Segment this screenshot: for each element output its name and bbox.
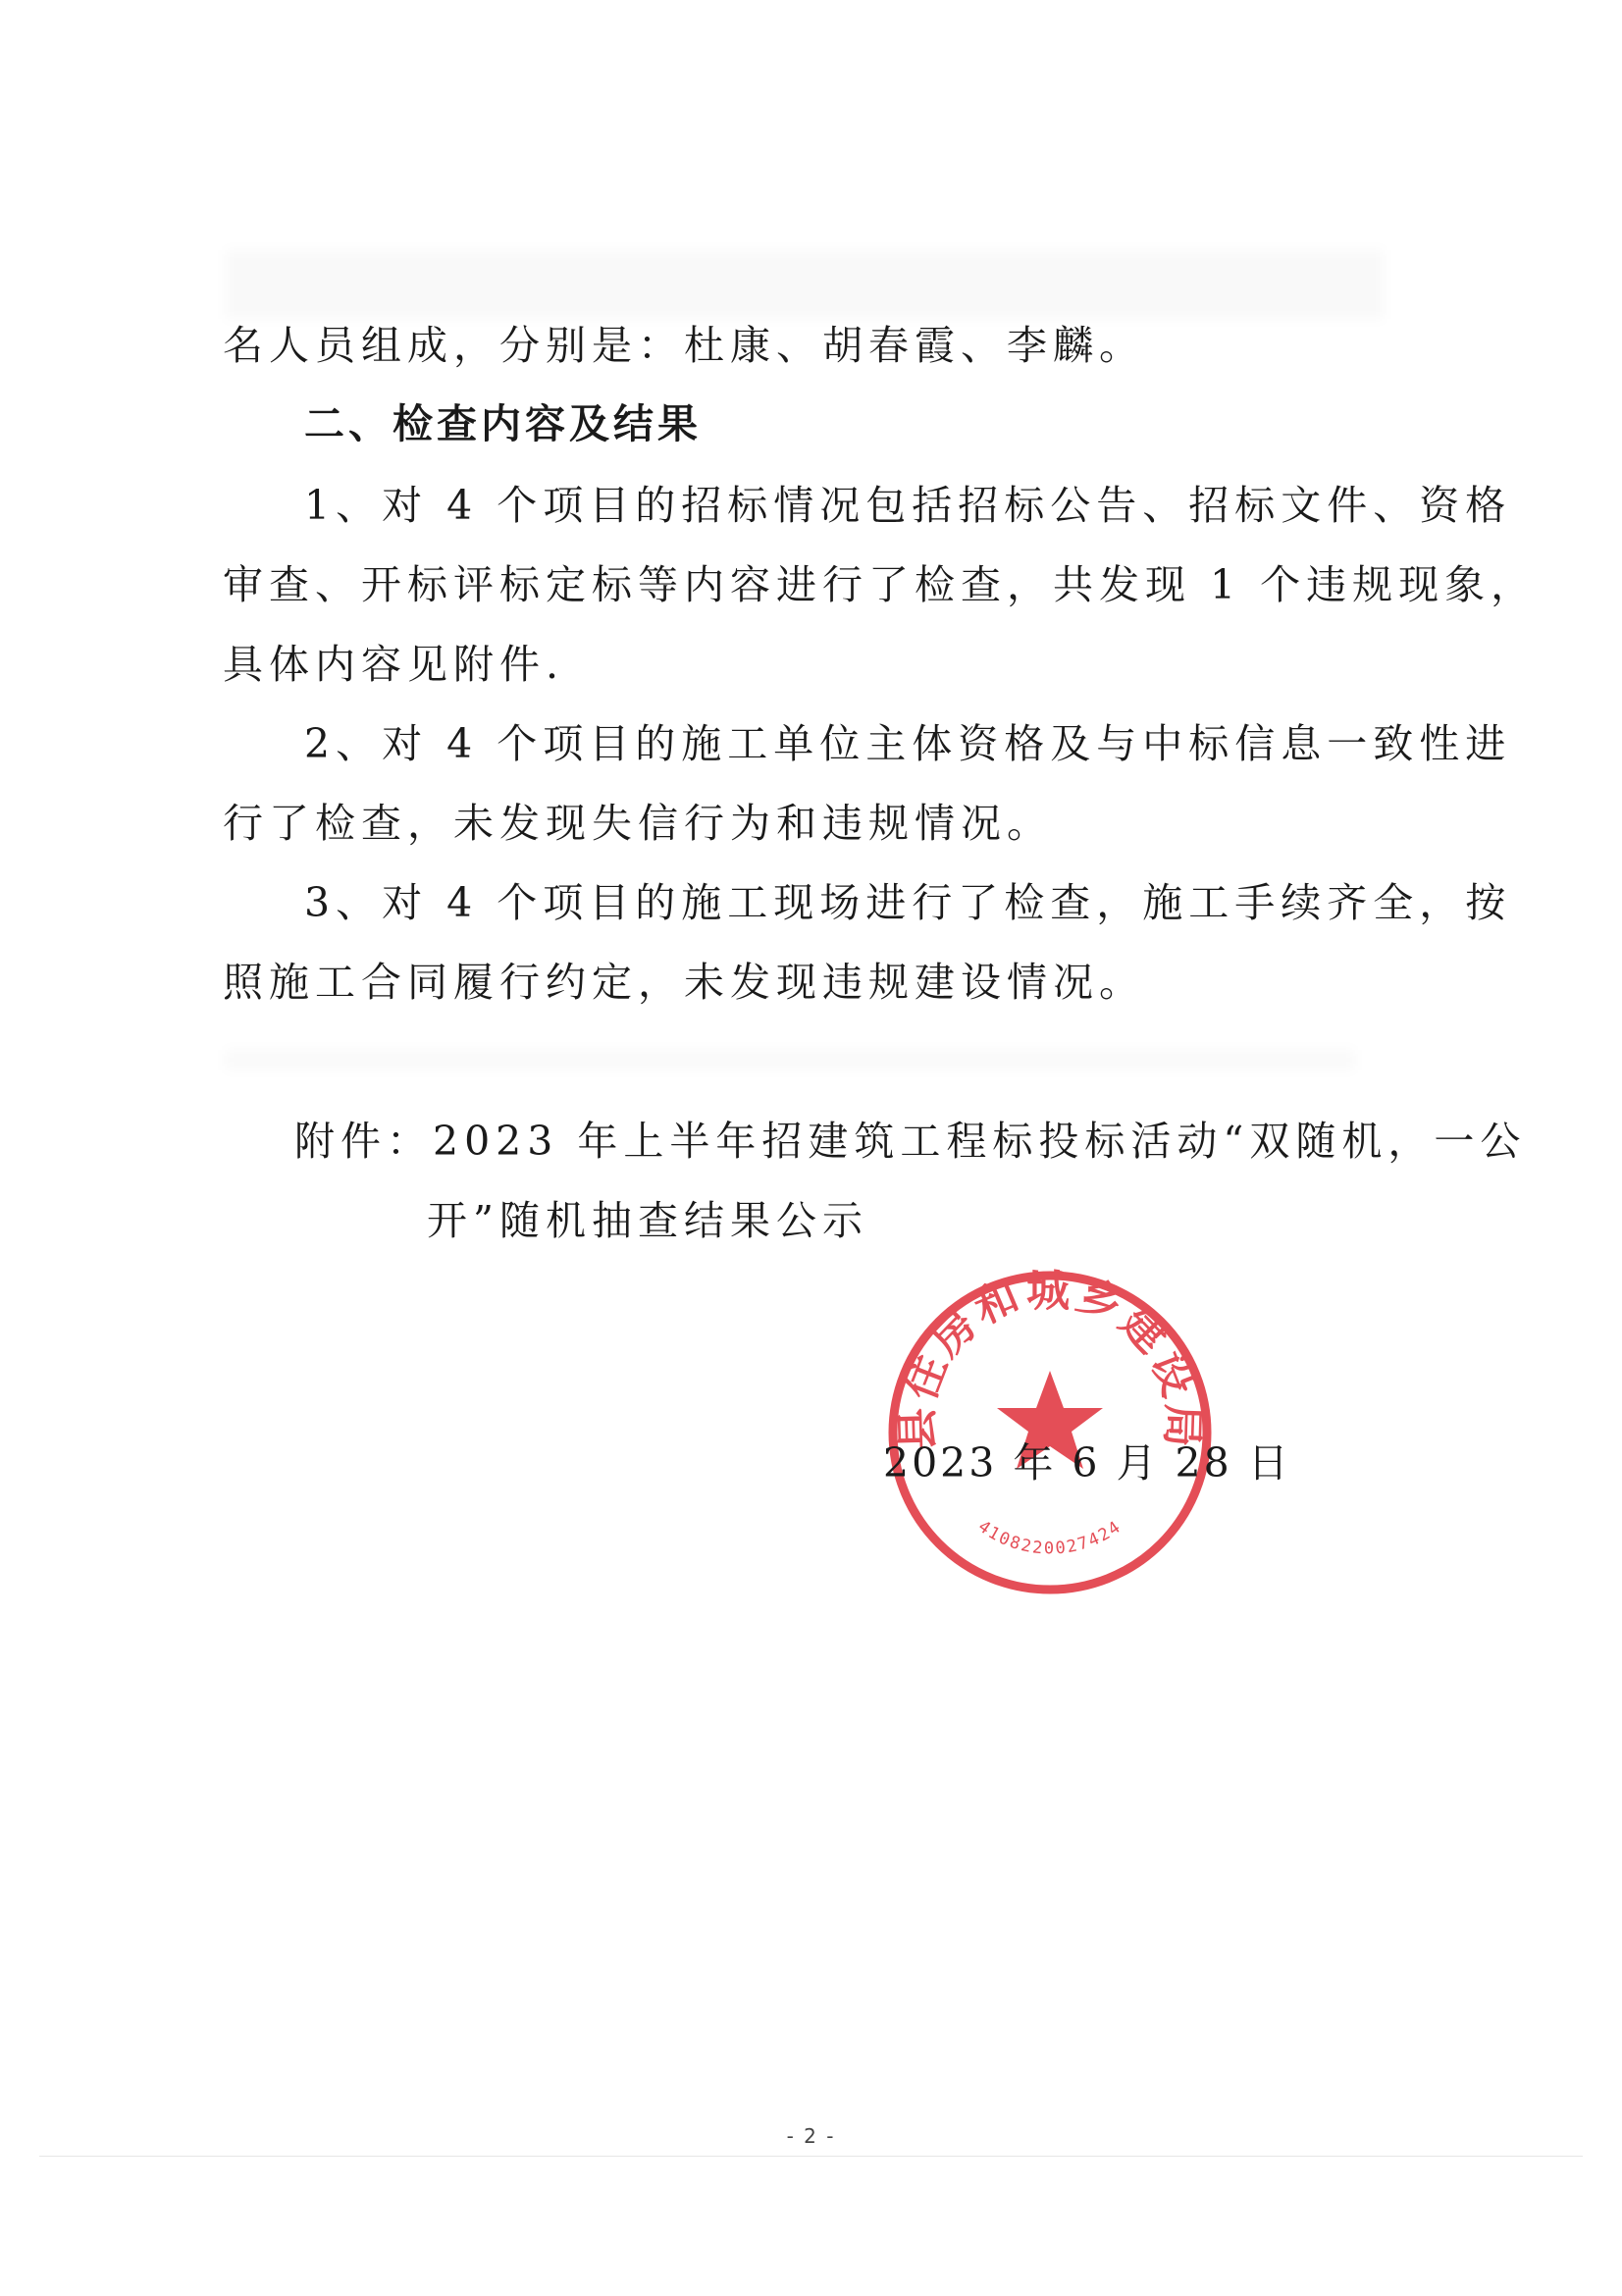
signature-date: 2023 年 6 月 28 日 (883, 1439, 1291, 1487)
seal-text: 县住房和城乡建设局 (892, 1266, 1208, 1452)
item-2-line-2: 行了检查，未发现失信行为和违规情况。 (223, 800, 1053, 847)
item-3-line-1: 3、对 4 个项目的施工现场进行了检查，施工手续齐全，按 (304, 879, 1512, 926)
svg-text:4108220027424 (974, 1517, 1125, 1559)
item-2-line-1: 2、对 4 个项目的施工单位主体资格及与中标信息一致性进 (304, 720, 1512, 767)
attachment-line-1: 附件：2023 年上半年招建筑工程标投标活动“双随机，一公 (294, 1118, 1527, 1165)
page-number: - 2 - (786, 2124, 836, 2148)
official-seal (878, 1261, 1222, 1604)
attachment-line-2: 开”随机抽查结果公示 (427, 1197, 868, 1244)
seal-number: 4108220027424 (973, 1516, 1126, 1559)
section-2-heading: 二、检查内容及结果 (304, 400, 702, 447)
footer-divider (39, 2156, 1583, 2157)
item-1-line-1: 1、对 4 个项目的招标情况包括招标公告、招标文件、资格 (304, 482, 1512, 529)
scan-artifact (226, 250, 1384, 319)
item-1-line-2: 审查、开标评标定标等内容进行了检查，共发现 1 个违规现象， (223, 561, 1538, 608)
body-line-1: 名人员组成，分别是：杜康、胡春霞、李麟。 (223, 322, 1145, 369)
item-1-line-3: 具体内容见附件. (223, 641, 565, 688)
item-3-line-2: 照施工合同履行约定，未发现违规建设情况。 (223, 959, 1145, 1006)
scan-artifact (226, 1050, 1354, 1070)
